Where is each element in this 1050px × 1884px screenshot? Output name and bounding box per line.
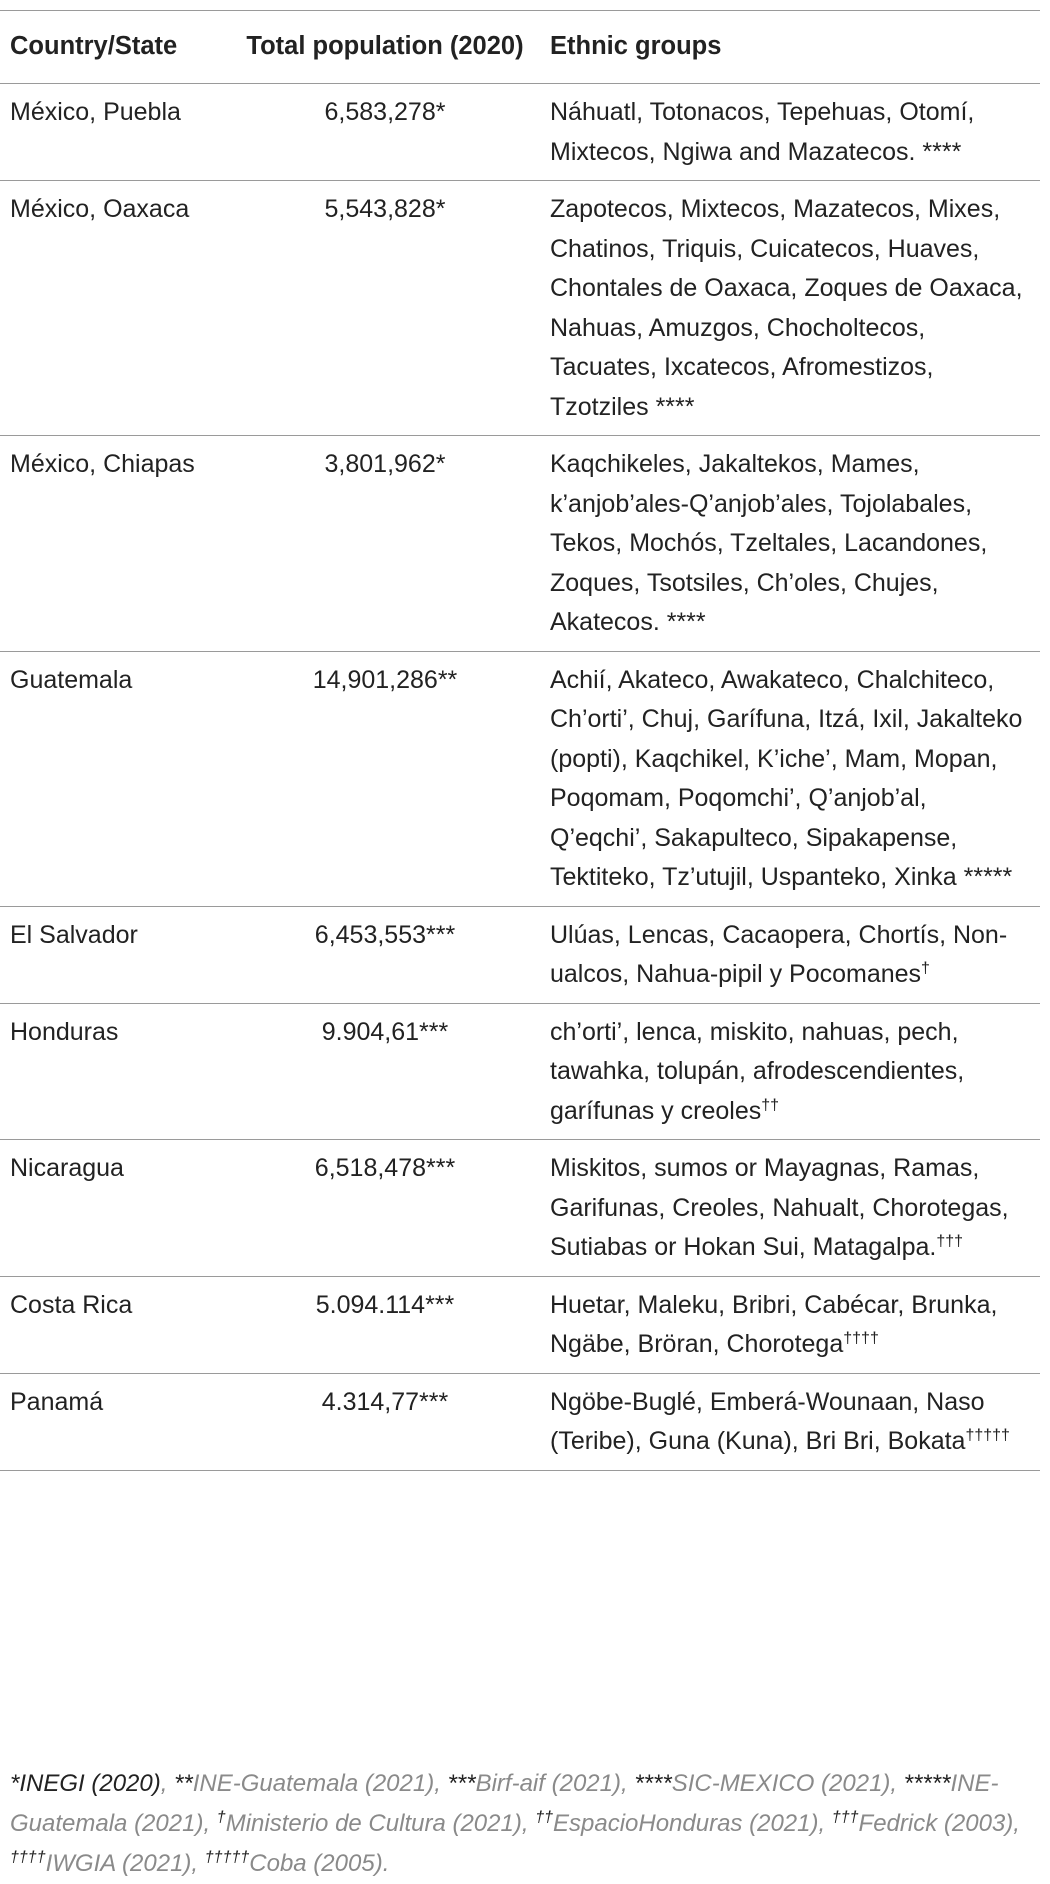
ethnic-groups-cell	[540, 1140, 1040, 1277]
footnote-source: Ministerio de Cultura (2021)	[225, 1810, 522, 1837]
population-cell: 14,901,286**	[312, 665, 458, 694]
footnote-source: EspacioHonduras (2021)	[552, 1810, 819, 1837]
country-cell: Honduras	[10, 1017, 119, 1046]
table-body	[0, 84, 1040, 1471]
table-row	[0, 651, 1040, 906]
header-row	[0, 11, 1040, 84]
population-cell: 6,583,278*	[324, 98, 446, 126]
footnote-separator: ,	[521, 1810, 536, 1837]
source-mark: ††	[761, 1096, 780, 1114]
table-header	[0, 11, 1040, 84]
source-mark: †††	[936, 1233, 964, 1250]
country-cell: México, Puebla	[10, 98, 181, 126]
ethnic-groups-text: Zapotecos, Mixtecos, Mazatecos, Mixes, Chatinos, Triquis, Cuicatecos, Huaves, Chontales de Oaxaca, Zoques de Oaxaca, Nahuas, Amuzgos, Chocholtecos, Tacuates, Ixcatecos, Afromestizos, Tzotziles ****	[550, 195, 1023, 421]
footnote-separator: ,	[890, 1770, 904, 1797]
table-footnote	[10, 1764, 1040, 1884]
footnote-mark: †††	[831, 1809, 859, 1826]
ethnic-groups-cell	[540, 84, 1040, 181]
ethnic-groups-cell	[540, 1003, 1040, 1140]
footnote-separator: ,	[191, 1850, 205, 1877]
footnote-mark: ††††	[10, 1849, 46, 1866]
ethnic-groups-text: Huetar, Maleku, Bribri, Cabécar, Brunka, Ngäbe, Bröran, Chorotega	[550, 1290, 998, 1358]
population-cell: 3,801,962*	[324, 450, 446, 478]
population-cell: 9.904,61***	[321, 1017, 449, 1046]
country-cell: México, Chiapas	[10, 450, 195, 478]
ethnic-groups-text: Ulúas, Lencas, Cacaopera, Chortís, Non-ualcos, Nahua-pipil y Pocomanes	[550, 920, 1008, 988]
population-cell: 6,453,553***	[314, 920, 456, 949]
footnote-source: INE-Guatemala (2021)	[192, 1770, 435, 1797]
footnote-mark: †††††	[204, 1849, 250, 1866]
table-row	[0, 181, 1040, 436]
table-row	[0, 1140, 1040, 1277]
footnote-separator: ,	[818, 1810, 832, 1837]
footnote-separator: ,	[1013, 1810, 1020, 1837]
header-ethnic-groups: Ethnic groups	[550, 32, 722, 60]
country-cell: Costa Rica	[10, 1290, 133, 1319]
ethnic-groups-text: Ngöbe-Buglé, Emberá-Wounaan, Naso (Teribe), Guna (Kuna), Bri Bri, Bokata	[550, 1387, 985, 1455]
ethnic-groups-cell	[540, 1373, 1040, 1470]
footnote-source: INE-Guatemala (2021)	[10, 1770, 999, 1837]
population-cell: 4.314,77***	[321, 1387, 449, 1416]
ethnic-groups-cell	[540, 651, 1040, 906]
population-cell: 5.094.114***	[315, 1290, 455, 1319]
population-table-container	[0, 10, 1040, 1471]
table-row	[0, 1373, 1040, 1470]
footnote-source: Fedrick (2003)	[858, 1810, 1014, 1837]
footnote-mark: *	[10, 1770, 20, 1797]
footnote-separator: .	[382, 1850, 390, 1877]
table-row	[0, 1003, 1040, 1140]
source-mark: ††††	[843, 1330, 879, 1347]
table-row	[0, 1276, 1040, 1373]
footnote-source: IWGIA (2021)	[45, 1850, 192, 1877]
ethnic-groups-cell	[540, 1276, 1040, 1373]
header-population: Total population (2020)	[246, 32, 524, 60]
country-cell: El Salvador	[10, 920, 138, 949]
footnote-mark: ****	[634, 1770, 672, 1797]
header-country: Country/State	[10, 32, 178, 60]
country-cell: Guatemala	[10, 665, 133, 694]
source-mark: †††††	[965, 1427, 1010, 1444]
country-cell: México, Oaxaca	[10, 195, 190, 223]
table-row	[0, 436, 1040, 652]
population-table	[0, 10, 1040, 1471]
ethnic-groups-text: Kaqchikeles, Jakaltekos, Mames, k’anjob’ales-Q’anjob’ales, Tojolabales, Tekos, Mochós, Tzeltales, Lacandones, Zoques, Tsotsiles, Ch’oles, Chujes, Akatecos. ****	[550, 450, 988, 636]
ethnic-groups-cell	[540, 181, 1040, 436]
country-cell: Nicaragua	[10, 1154, 124, 1182]
source-mark: †	[921, 960, 930, 977]
population-cell: 6,518,478***	[314, 1154, 456, 1182]
footnote-mark: ***	[447, 1770, 476, 1797]
ethnic-groups-text: Náhuatl, Totonacos, Tepehuas, Otomí, Mixtecos, Ngiwa and Mazatecos. ****	[550, 98, 975, 166]
footnote-source: Birf-aif (2021)	[475, 1770, 621, 1797]
footnote-source: Coba (2005)	[249, 1850, 383, 1877]
table-row	[0, 906, 1040, 1003]
ethnic-groups-text: Achií, Akateco, Awakateco, Chalchiteco, Ch’orti’, Chuj, Garífuna, Itzá, Ixil, Jakalteko (popti), Kaqchikel, K’iche’, Mam, Mopan, Poqomam, Poqomchi’, Q’anjob’al, Q’eqchi’, Sakapulteco, Sipakapense, Tektiteko, Tz’utujil, Uspanteko, Xinka *****	[550, 665, 1023, 891]
population-cell: 5,543,828*	[324, 195, 446, 223]
footnote-source: INEGI (2020)	[19, 1770, 161, 1797]
footnote-separator: ,	[620, 1770, 635, 1797]
ethnic-groups-text: ch’orti’, lenca, miskito, nahuas, pech, tawahka, tolupán, afrodescendientes, garífunas y creoles	[550, 1017, 965, 1125]
footnote-separator: ,	[434, 1770, 448, 1797]
footnote-mark: ††	[535, 1809, 553, 1826]
footnote-mark: †	[216, 1809, 226, 1826]
ethnic-groups-text: Miskitos, sumos or Mayagnas, Ramas, Garifunas, Creoles, Nahualt, Chorotegas, Sutiabas or Hokan Sui, Matagalpa.	[550, 1154, 1009, 1261]
footnote-separator: ,	[203, 1810, 217, 1837]
ethnic-groups-cell	[540, 906, 1040, 1003]
country-cell: Panamá	[10, 1387, 104, 1416]
footnote-mark: *****	[903, 1770, 951, 1797]
footnote-mark: **	[174, 1770, 193, 1797]
footnote-source: SIC-MEXICO (2021)	[671, 1770, 891, 1797]
table-row	[0, 84, 1040, 181]
ethnic-groups-cell	[540, 436, 1040, 652]
footnote-separator: ,	[160, 1770, 175, 1797]
